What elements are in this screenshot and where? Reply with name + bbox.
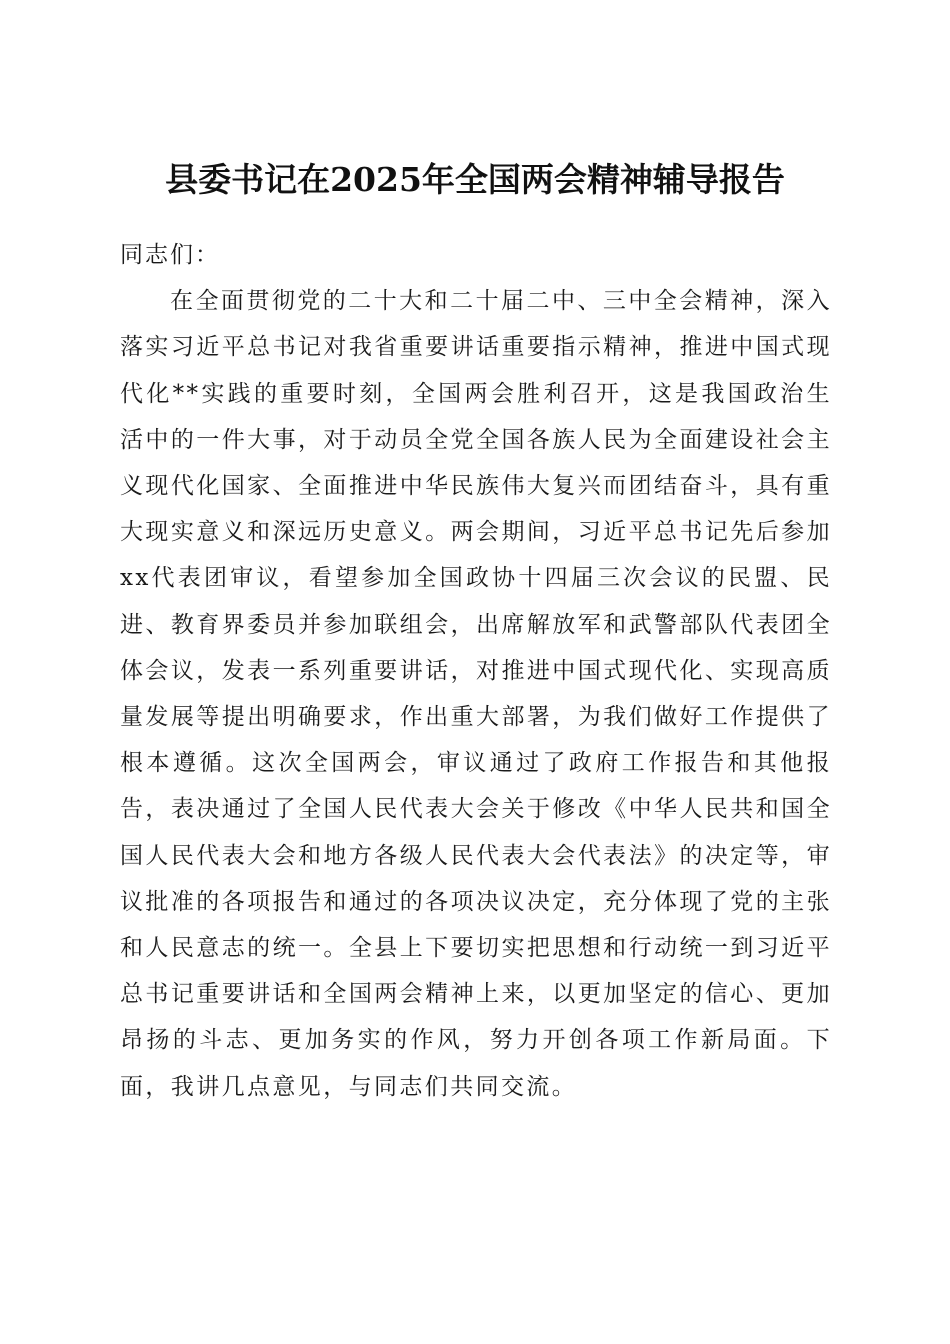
document-body bbox=[120, 232, 832, 1110]
document-title: 县委书记在2025年全国两会精神辅导报告 bbox=[165, 160, 785, 200]
salutation: 同志们： bbox=[120, 242, 220, 268]
body-paragraph: 在全面贯彻党的二十大和二十届二中、三中全会精神，深入落实习近平总书记对我省重要讲话重要指示精神，推进中国式现代化**实践的重要时刻，全国两会胜利召开，这是我国政治生活中的一件大事，对于动员全党全国各族人民为全面建设社会主义现代化国家、全面推进中华民族伟大复兴而团结奋斗，具有重大现实意义和深远历史意义。两会期间，习近平总书记先后参加xx代表团审议，看望参加全国政协十四届三次会议的民盟、民进、教育界委员并参加联组会，出席解放军和武警部队代表团全体会议，发表一系列重要讲话，对推进中国式现代化、实现高质量发展等提出明确要求，作出重大部署，为我们做好工作提供了根本遵循。这次全国两会，审议通过了政府工作报告和其他报告，表决通过了全国人民代表大会关于修改《中华人民共和国全国人民代表大会和地方各级人民代表大会代表法》的决定等，审议批准的各项报告和通过的各项决议决定，充分体现了党的主张和人民意志的统一。全县上下要切实把思想和行动统一到习近平总书记重要讲话和全国两会精神上来，以更加坚定的信心、更加昂扬的斗志、更加务实的作风，努力开创各项工作新局面。下面，我讲几点意见，与同志们共同交流。 bbox=[120, 288, 832, 1100]
